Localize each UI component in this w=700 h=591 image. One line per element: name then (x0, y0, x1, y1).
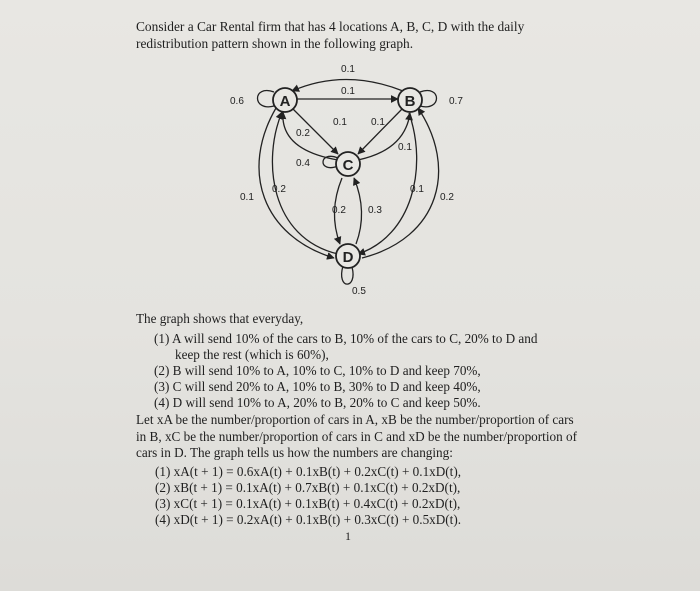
label-a-mid: 0.2 (296, 128, 310, 139)
node-c-label: C (342, 157, 354, 174)
label-d-to-b-inner: 0.1 (410, 184, 424, 195)
label-top-outer: 0.1 (341, 64, 355, 75)
equation-4: (4) xD(t + 1) = 0.2xA(t) + 0.1xB(t) + 0.3xC(t) + 0.5xD(t). (155, 512, 462, 527)
list-item: (1) A will send 10% of the cars to B, 10% of the cars to C, 20% to D and (154, 331, 538, 346)
label-b-to-c: 0.1 (371, 117, 385, 128)
graph-explanation-heading: The graph shows that everyday, (136, 311, 304, 326)
list-item-continuation: keep the rest (which is 60%), (175, 347, 329, 362)
list-item: (4) D will send 10% to A, 20% to B, 20% to C and keep 50%. (154, 395, 481, 410)
label-d-to-b-outer: 0.2 (440, 192, 454, 203)
list-item: (2) B will send 10% to A, 10% to C, 10% to D and keep 70%, (154, 363, 481, 378)
node-d-label: D (342, 249, 354, 266)
edge-d-to-b-outer (362, 108, 439, 258)
label-c-d-right: 0.3 (368, 205, 382, 216)
node-a-label: A (279, 93, 291, 110)
label-a-to-c: 0.1 (333, 117, 347, 128)
edge-b-to-d-inner (358, 113, 417, 254)
intro-line-1: Consider a Car Rental firm that has 4 locations A, B, C, D with the daily (136, 19, 525, 34)
intro-line-2: redistribution pattern shown in the following graph. (136, 36, 414, 51)
label-a-self: 0.6 (230, 96, 244, 107)
label-b-mid: 0.1 (398, 142, 412, 153)
node-a (273, 88, 297, 112)
label-b-self: 0.7 (449, 96, 463, 107)
label-d-self: 0.5 (352, 286, 366, 297)
node-b (398, 88, 422, 112)
edge-b-to-c (358, 108, 403, 154)
transfer-list (154, 331, 584, 411)
node-b-label: B (404, 93, 416, 110)
equation-1: (1) xA(t + 1) = 0.6xA(t) + 0.1xB(t) + 0.2xC(t) + 0.1xD(t), (155, 464, 462, 479)
edge-d-to-c-right (354, 178, 362, 244)
edge-a-self-loop (258, 91, 275, 107)
list-item: (3) C will send 20% to A, 10% to B, 30% to D and keep 40%, (154, 379, 481, 394)
equation-2: (2) xB(t + 1) = 0.1xA(t) + 0.7xB(t) + 0.1xC(t) + 0.2xD(t), (155, 480, 461, 495)
label-d-to-a-inner: 0.2 (272, 184, 286, 195)
equation-3: (3) xC(t + 1) = 0.1xA(t) + 0.1xB(t) + 0.4xC(t) + 0.2xD(t), (155, 496, 461, 511)
equation-list (155, 464, 461, 528)
node-c (336, 152, 360, 176)
edge-c-to-a (283, 112, 338, 160)
page-number: 1 (345, 529, 351, 543)
node-d (336, 244, 360, 268)
label-top-inner: 0.1 (341, 86, 355, 97)
label-c-d-left: 0.2 (332, 205, 346, 216)
definition-paragraph: Let xA be the number/proportion of cars in A, xB be the number/proportion of cars in B, xC be the number/proportion of cars in C and xD be the number/proportion of cars in D. The graph tells us how the numbers are changing: (136, 412, 577, 460)
label-c-self: 0.4 (296, 158, 310, 169)
label-d-to-a-outer: 0.1 (240, 192, 254, 203)
